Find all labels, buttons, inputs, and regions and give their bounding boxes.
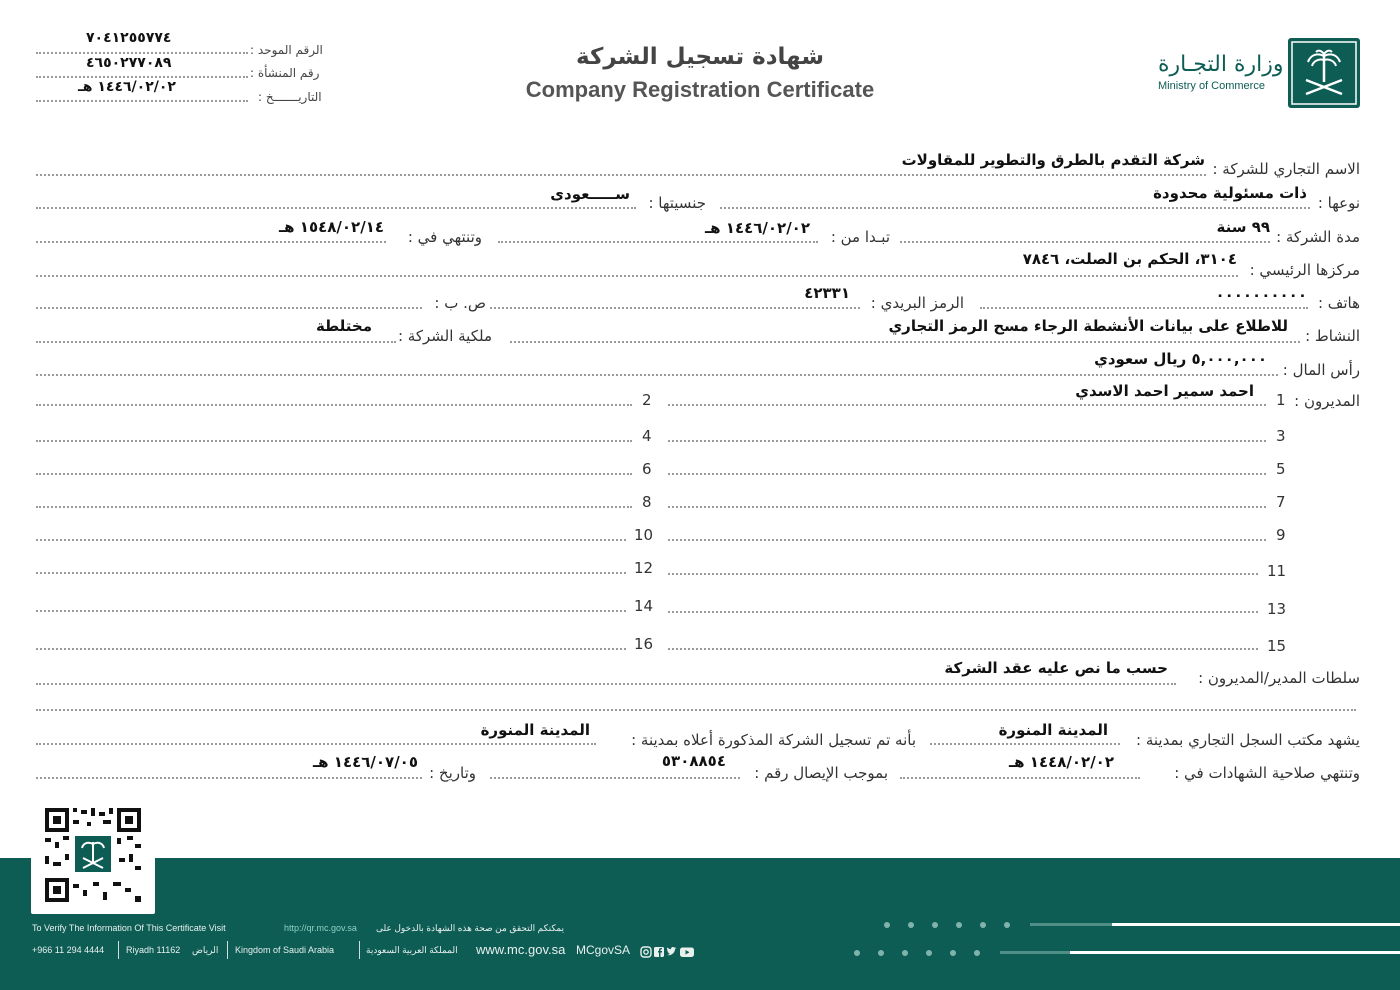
powers-value: حسب ما نص عليه عقد الشركة	[944, 659, 1168, 677]
dotted-line	[510, 341, 1300, 343]
facebook-icon[interactable]	[654, 947, 664, 957]
verify-link[interactable]: http://qr.mc.gov.sa	[284, 923, 357, 933]
manager-number: 5	[1276, 460, 1286, 478]
footer-kingdom-english: Kingdom of Saudi Arabia	[235, 945, 335, 955]
type-label: نوعها :	[1317, 194, 1360, 212]
start-value: ١٤٤٦/٠٢/٠٢ هـ	[705, 219, 810, 237]
dotted-line	[980, 307, 1308, 309]
footer-kingdom-arabic: المملكة العربية السعودية	[366, 945, 458, 955]
footer-phone: +966 11 294 4444	[32, 945, 105, 955]
headquarters-value: ٣١٠٤، الحكم بن الصلت، ٧٨٤٦	[1022, 250, 1237, 268]
manager-number: 15	[1267, 637, 1287, 655]
phone-label: هاتف :	[1317, 294, 1360, 312]
dotted-line	[490, 307, 860, 309]
manager-number: 7	[1276, 493, 1286, 511]
duration-value: ٩٩ سنة	[1216, 218, 1270, 236]
issue-date-label: التاريـــــــخ :	[258, 90, 322, 104]
title-english: Company Registration Certificate	[525, 77, 875, 102]
capital-label: رأس المال :	[1282, 361, 1360, 379]
dotted-line	[900, 241, 1270, 243]
decorative-dot	[908, 922, 914, 928]
saudi-emblem-logo	[1288, 38, 1360, 108]
manager-number: 3	[1276, 427, 1286, 445]
dotted-line	[36, 307, 422, 309]
dotted-line	[36, 207, 636, 209]
dotted-line	[36, 374, 1278, 376]
postal-code-value: ٤٢٣٣١	[804, 284, 850, 302]
dotted-line	[900, 777, 1140, 779]
manager-number: 11	[1267, 562, 1287, 580]
footer-handle: MCgovSA	[576, 943, 631, 957]
unified-number-label: الرقم الموحد :	[250, 43, 323, 57]
registered-city-value: المدينة المنورة	[480, 721, 590, 739]
activity-value: للاطلاع على بيانات الأنشطة الرجاء مسح الرمز التجاري	[888, 317, 1288, 335]
verify-text-arabic: يمكنكم التحقق من صحة هذه الشهادة بالدخول على	[376, 923, 565, 933]
end-label: وتنتهي في :	[407, 228, 482, 246]
dotted-line	[36, 404, 632, 406]
trade-name-label: الاسم التجاري للشركة :	[1212, 160, 1360, 178]
manager-number: 4	[642, 427, 652, 445]
dotted-line	[36, 572, 626, 574]
dotted-line	[36, 743, 596, 745]
dotted-line	[668, 539, 1266, 541]
dotted-line	[668, 573, 1258, 575]
manager-number: 16	[634, 635, 654, 653]
decorative-line	[1112, 923, 1400, 926]
decorative-dot	[932, 922, 938, 928]
dotted-line	[668, 648, 1258, 650]
start-label: تبـدا من :	[830, 228, 890, 246]
receipt-value: ٥٣٠٨٨٥٤	[661, 752, 726, 770]
instagram-icon[interactable]	[641, 947, 651, 957]
nationality-value: ســـــعودى	[550, 185, 630, 203]
dotted-line	[36, 777, 422, 779]
validity-label: وتنتهي صلاحية الشهادات في :	[1174, 764, 1360, 782]
issue-date: ١٤٤٦/٠٢/٠٢ هـ	[78, 79, 176, 95]
decorative-dot	[884, 922, 890, 928]
decorative-dot	[1004, 922, 1010, 928]
phone-value: ٠٠٠٠٠٠٠٠٠٠	[1215, 286, 1307, 304]
certify-city-value: المدينة المنورة	[998, 721, 1108, 739]
dotted-line	[668, 611, 1258, 613]
footer-divider	[227, 941, 228, 959]
unified-number: ٧٠٤١٢٥٥٧٧٤	[86, 30, 172, 46]
dotted-line	[36, 341, 396, 343]
dotted-line	[668, 440, 1266, 442]
postal-code-label: الرمز البريدي :	[870, 294, 964, 312]
manager-number: 2	[642, 391, 652, 409]
managers-label: المديرون :	[1294, 392, 1360, 410]
receipt-date-label: وتاريخ :	[429, 764, 476, 782]
decorative-dot	[854, 950, 860, 956]
decorative-dot	[950, 950, 956, 956]
decorative-dot	[902, 950, 908, 956]
dotted-line	[36, 683, 1176, 685]
dotted-line	[36, 440, 632, 442]
dotted-line	[36, 610, 626, 612]
manager-number: 1	[1276, 391, 1286, 409]
footer-website[interactable]: www.mc.gov.sa	[476, 942, 566, 957]
verify-text-english: To Verify The Information Of This Certificate Visit	[32, 923, 226, 933]
qr-code[interactable]	[31, 796, 155, 914]
dotted-line	[36, 506, 632, 508]
footer-divider	[359, 941, 360, 959]
footer-divider	[118, 941, 119, 959]
dotted-line	[668, 404, 1266, 406]
manager-1-name: احمد سمير احمد الاسدي	[1075, 382, 1254, 400]
receipt-date-value: ١٤٤٦/٠٧/٠٥ هـ	[313, 753, 418, 771]
dotted-line	[36, 473, 632, 475]
powers-label: سلطات المدير/المديرون :	[1198, 669, 1360, 687]
facility-number-label: رقم المنشأة :	[250, 66, 320, 80]
dotted-line	[668, 473, 1266, 475]
title-arabic: شهادة تسجيل الشركة	[576, 44, 824, 70]
decorative-dot	[878, 950, 884, 956]
validity-value: ١٤٤٨/٠٢/٠٢ هـ	[1009, 753, 1114, 771]
twitter-icon[interactable]	[667, 947, 677, 955]
duration-label: مدة الشركة :	[1276, 228, 1360, 246]
dotted-line	[36, 174, 1206, 176]
decorative-line	[1070, 951, 1400, 954]
manager-number: 9	[1276, 526, 1286, 544]
nationality-label: جنسيتها :	[648, 194, 706, 212]
facility-number: ٤٦٥٠٢٧٧٠٨٩	[86, 55, 172, 71]
manager-number: 8	[642, 493, 652, 511]
dotted-line	[36, 241, 386, 243]
decorative-dot	[980, 922, 986, 928]
footer-riyadh-arabic: الرياض	[192, 945, 219, 955]
headquarters-label: مركزها الرئيسي :	[1249, 261, 1360, 279]
end-value: ١٥٤٨/٠٢/١٤ هـ	[279, 218, 384, 236]
manager-number: 14	[634, 597, 654, 615]
ownership-value: مختلطة	[315, 317, 372, 335]
dotted-line	[720, 207, 1310, 209]
social-icons	[640, 944, 700, 963]
trade-name-value: شركة التقدم بالطرق والتطوير للمقاولات	[901, 151, 1205, 169]
ministry-name-english: Ministry of Commerce	[1158, 80, 1265, 92]
qr-code-icon	[31, 796, 155, 914]
type-value: ذات مسئولية محدودة	[1153, 184, 1307, 202]
dotted-line	[498, 241, 818, 243]
palm-swords-icon	[1288, 38, 1360, 108]
manager-number: 12	[634, 559, 654, 577]
activity-label: النشاط :	[1305, 327, 1360, 345]
dotted-line	[36, 275, 1238, 277]
manager-number: 10	[634, 526, 654, 544]
registered-label: بأنه تم تسجيل الشركة المذكورة أعلاه بمدينة :	[631, 731, 916, 749]
dotted-line	[930, 743, 1120, 745]
dotted-line	[36, 648, 626, 650]
certify-label: يشهد مكتب السجل التجاري بمدينة :	[1136, 731, 1360, 749]
dotted-line	[36, 709, 1356, 711]
decorative-dot	[956, 922, 962, 928]
dotted-line	[36, 539, 626, 541]
youtube-icon[interactable]	[680, 948, 694, 958]
ownership-label: ملكية الشركة :	[397, 327, 492, 345]
receipt-label: بموجب الإيصال رقم :	[754, 764, 888, 782]
ministry-name-arabic: وزارة التجـارة	[1158, 52, 1284, 77]
dotted-line	[490, 777, 740, 779]
capital-value: ٥,٠٠٠,٠٠٠ ريال سعودي	[1094, 350, 1267, 368]
manager-number: 13	[1267, 600, 1287, 618]
decorative-dot	[926, 950, 932, 956]
decorative-dot	[974, 950, 980, 956]
dotted-line	[668, 506, 1266, 508]
manager-number: 6	[642, 460, 652, 478]
footer-riyadh-english: Riyadh 11162	[126, 945, 181, 955]
po-box-label: ص. ب :	[434, 294, 486, 312]
